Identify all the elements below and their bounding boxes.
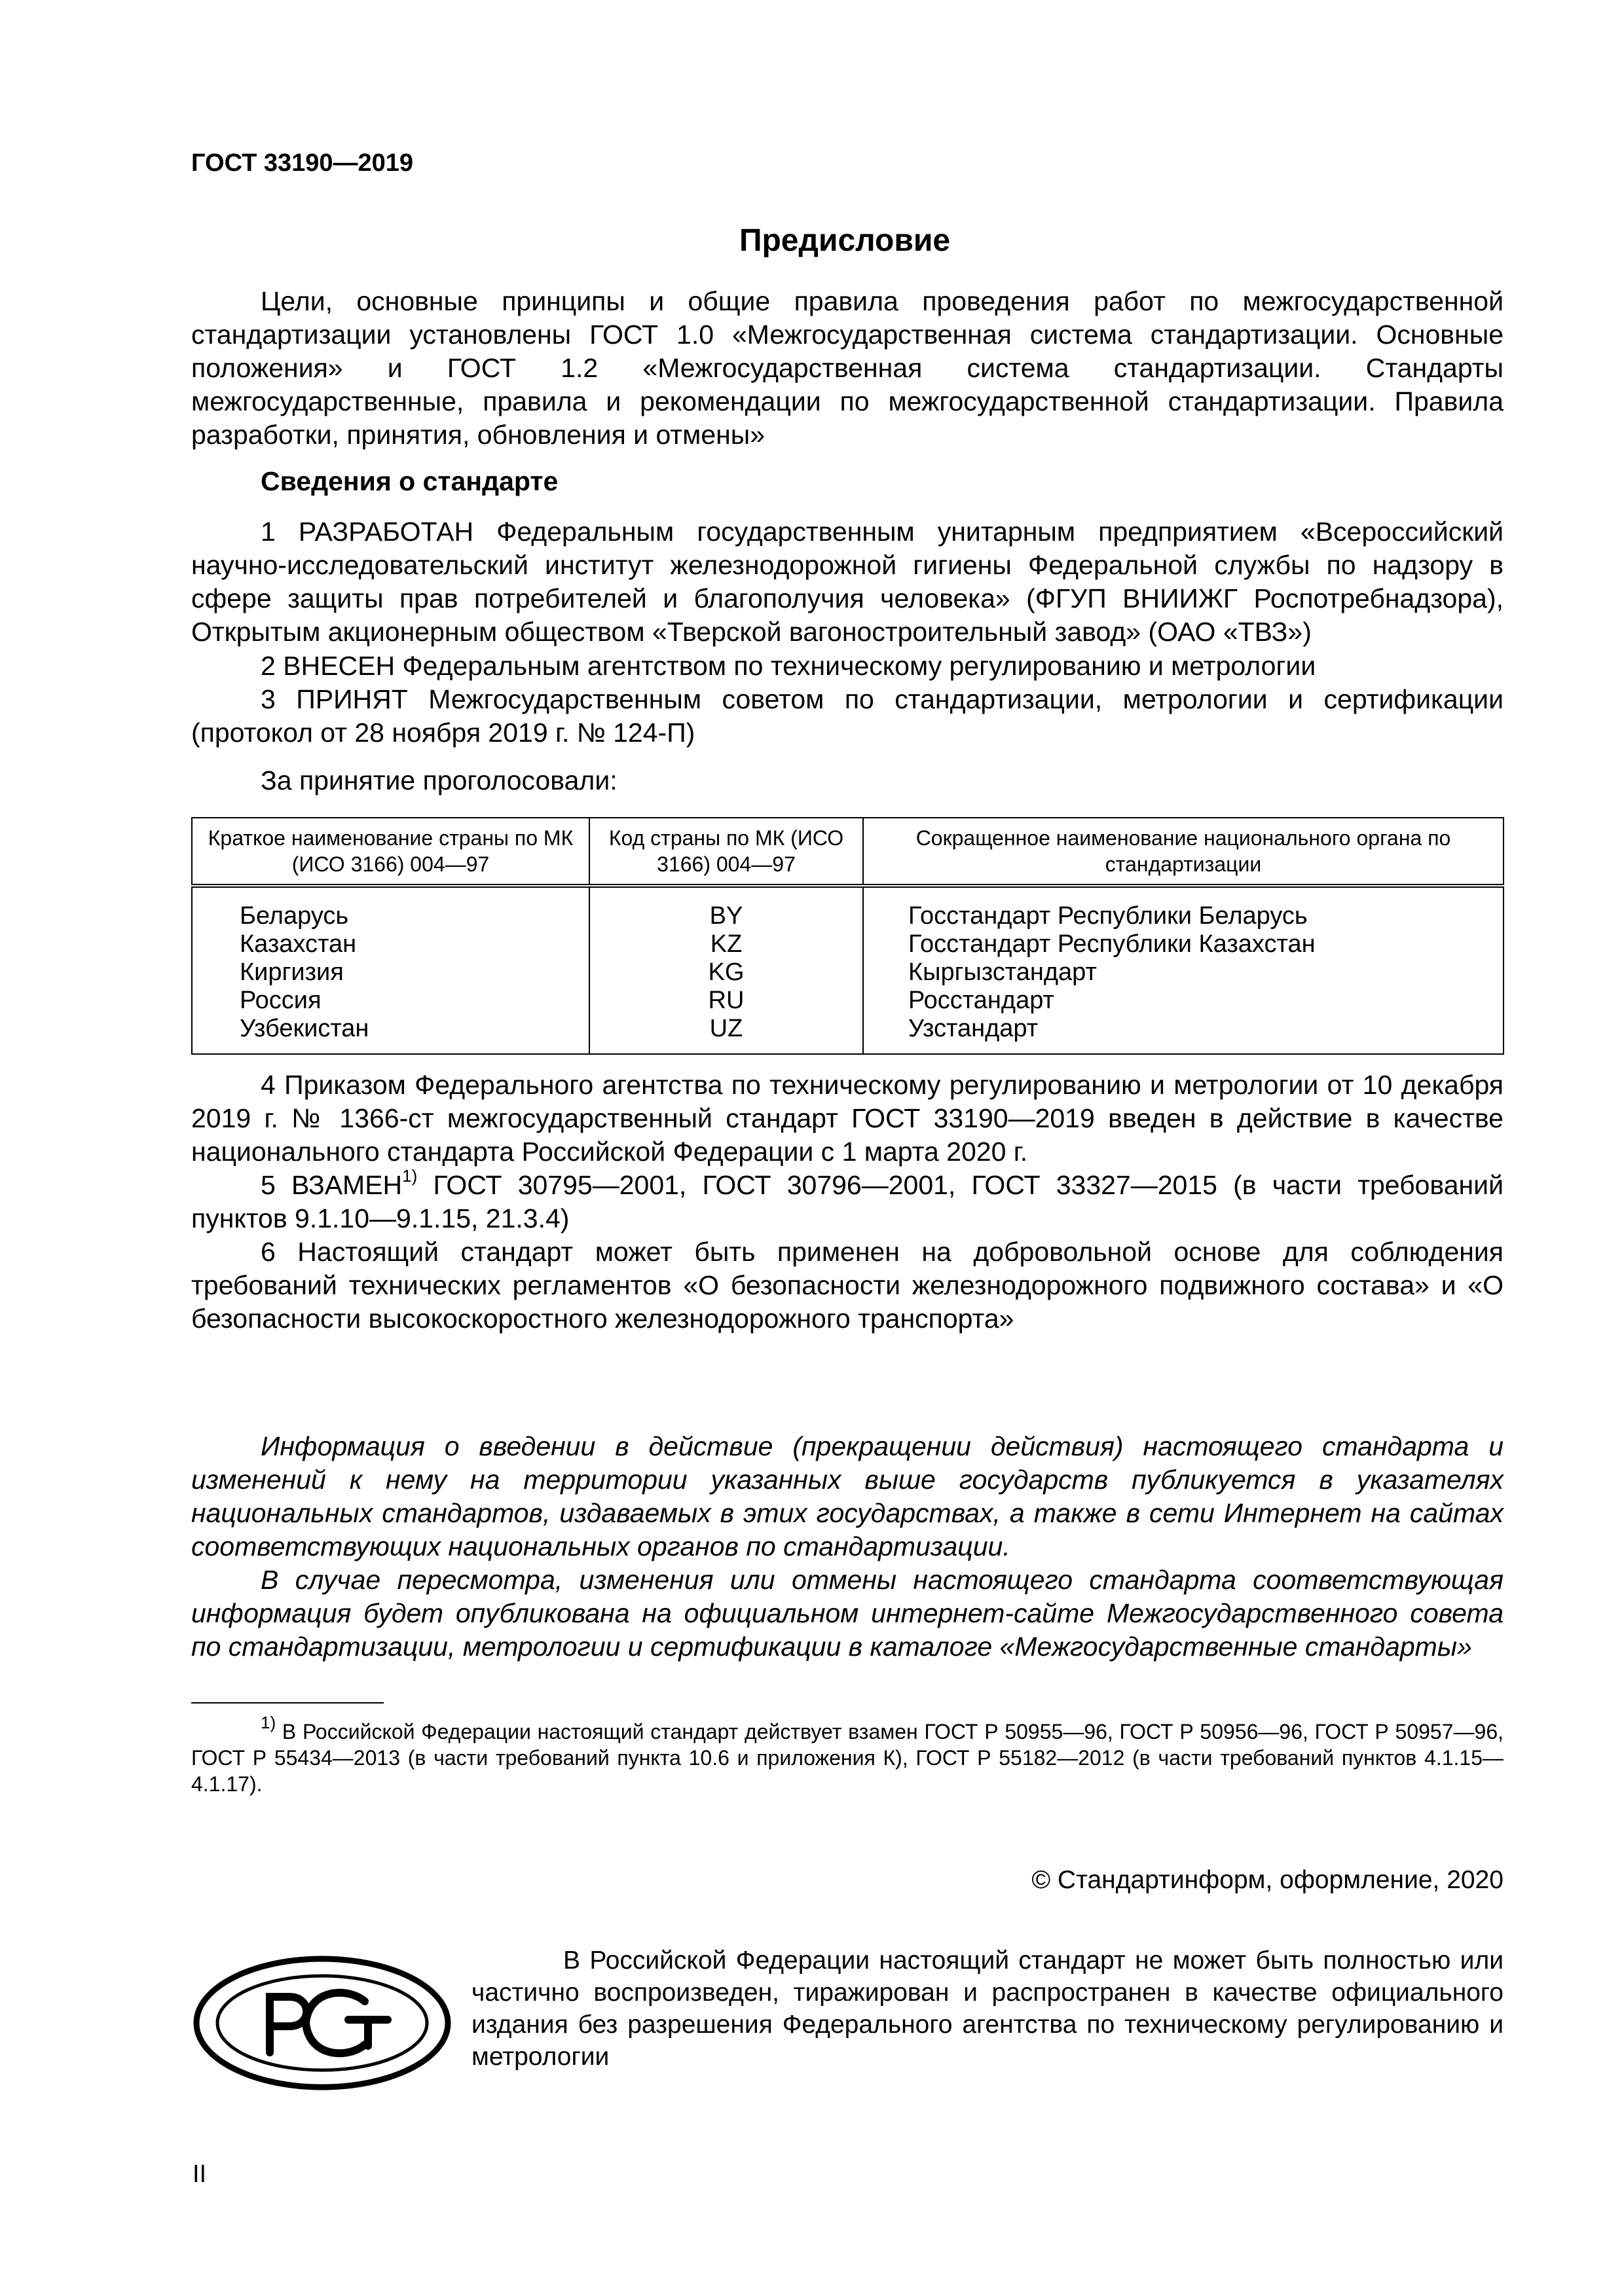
copyright: © Стандартинформ, оформление, 2020 xyxy=(1031,1866,1504,1894)
voted-label: За принятие проголосовали: xyxy=(261,765,618,795)
item-1-developed: 1 РАЗРАБОТАН Федеральным государственным унитарным предприятием «Всероссийский научно-исследовательский институт железнодорожной гигиены Федеральной службы по надзору в сфере защиты прав потребителей и благополучия человека» (ФГУП ВНИИЖГ Роспотребнадзора), Открытым акционерным обществом «Тверской вагоностроительный завод» (ОАО «ТВЗ») xyxy=(191,517,1504,647)
country-code: KZ xyxy=(710,930,743,958)
item-6-voluntary: 6 Настоящий стандарт может быть применен на добровольной основе для соблюдения требований технических регламентов «О безопасности железнодорожного подвижного состава» и «О безопасности высокоскоростного железнодорожного транспорта» xyxy=(191,1237,1504,1334)
info-italic-2: В случае пересмотра, изменения или отмены настоящего стандарта соответствующая информация будет опубликована на официальном интернет-сайте Межгосударственного совета по стандартизации, метрологии и сертификации в каталоге «Межгосударственные стандарты» xyxy=(191,1565,1504,1662)
document-header: ГОСТ 33190—2019 xyxy=(191,149,414,177)
footnote-text: В Российской Федерации настоящий стандарт действует взамен ГОСТ Р 50955—96, ГОСТ Р 50956—96, ГОСТ Р 50957—96, ГОСТ Р 55434—2013 (в части требований пункта 10.6 и приложения К), ГОСТ Р 55182—2012 (в части требований пунктов 4.1.15—4.1.17). xyxy=(191,1720,1504,1796)
country-code: KG xyxy=(708,958,745,986)
reproduction-notice: В Российской Федерации настоящий стандарт не может быть полностью или частично воспроизведен, тиражирован и распространен в качестве официального издания без разрешения Федерального агентства по техническому регулированию и метрологии xyxy=(471,1946,1504,2071)
footnote xyxy=(191,1713,1504,1797)
info-italic-1: Информация о введении в действие (прекращении действия) настоящего стандарта и изменений к нему на территории указанных выше государств публикуется в указателях национальных стандартов, издаваемых в этих государствах, а также в сети Интернет на сайтах соответствующих национальных органов по стандартизации. xyxy=(191,1431,1504,1561)
country-code: RU xyxy=(708,987,745,1014)
country-name: Казахстан xyxy=(240,930,357,958)
country-code: UZ xyxy=(709,1015,743,1042)
rst-logo-icon xyxy=(191,1954,453,2092)
header-body: Сокращенное наименование национального органа по стандартизации xyxy=(863,818,1504,886)
country-code: BY xyxy=(709,902,743,930)
standards-body: Узстандарт xyxy=(908,1015,1039,1042)
country-name: Россия xyxy=(240,987,322,1014)
page-number: II xyxy=(193,2160,207,2188)
country-name: Киргизия xyxy=(240,958,344,986)
info-heading: Сведения о стандарте xyxy=(261,466,559,496)
standards-body: Кыргызстандарт xyxy=(908,958,1097,986)
item-5-replaces xyxy=(191,1166,1504,1235)
header-country: Краткое наименование страны по МК (ИСО 3166) 004—97 xyxy=(192,818,589,886)
item-3-adopted: 3 ПРИНЯТ Межгосударственным советом по стандартизации, метрологии и сертификации (протокол от 28 ноября 2019 г. № 124-П) xyxy=(191,684,1504,748)
table-header-row xyxy=(192,818,1504,886)
country-column xyxy=(192,886,589,1054)
country-name: Беларусь xyxy=(240,902,349,930)
country-name: Узбекистан xyxy=(240,1015,369,1042)
item-5-text: ГОСТ 30795—2001, ГОСТ 30796—2001, ГОСТ 33327—2015 (в части требований пунктов 9.1.10—9.1.15, 21.3.4) xyxy=(191,1170,1504,1233)
standards-body: Госстандарт Республики Казахстан xyxy=(908,930,1316,958)
item-2-introduced: 2 ВНЕСЕН Федеральным агентством по техническому регулированию и метрологии xyxy=(261,651,1316,681)
intro-paragraph: Цели, основные принципы и общие правила проведения работ по межгосударственной стандартизации установлены ГОСТ 1.0 «Межгосударственная система стандартизации. Основные положения» и ГОСТ 1.2 «Межгосударственная система стандартизации. Стандарты межгосударственные, правила и рекомендации по межгосударственной стандартизации. Правила разработки, принятия, обновления и отмены» xyxy=(191,286,1504,450)
footnote-reference: 1) xyxy=(402,1166,418,1186)
footnote-mark: 1) xyxy=(261,1713,276,1733)
body-column xyxy=(863,886,1504,1054)
item-4-order: 4 Приказом Федерального агентства по техническому регулированию и метрологии от 10 декабря 2019 г. № 1366-ст межгосударственный стандарт ГОСТ 33190—2019 введен в действие в качестве национального стандарта Российской Федерации с 1 марта 2020 г. xyxy=(191,1070,1504,1167)
table-row xyxy=(192,886,1504,1054)
standards-body: Госстандарт Республики Беларусь xyxy=(908,902,1308,930)
voting-table xyxy=(191,817,1504,1055)
header-code: Код страны по МК (ИСО 3166) 004—97 xyxy=(589,818,863,886)
page-title: Предисловие xyxy=(739,223,951,258)
code-column xyxy=(589,886,863,1054)
item-5-prefix: 5 ВЗАМЕН xyxy=(261,1170,403,1200)
standards-body: Росстандарт xyxy=(908,987,1054,1014)
footnote-divider xyxy=(191,1702,384,1704)
